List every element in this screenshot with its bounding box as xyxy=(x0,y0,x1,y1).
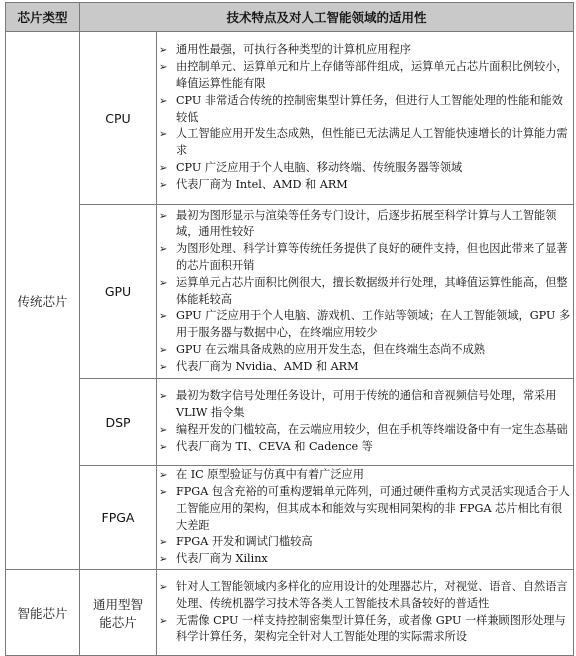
arrow-bullet-icon: ➢ xyxy=(159,45,168,57)
arrow-bullet-icon: ➢ xyxy=(159,179,168,191)
table-header-row xyxy=(6,3,574,32)
arrow-bullet-icon: ➢ xyxy=(159,244,168,256)
header-features: 技术特点及对人工智能领域的适用性 xyxy=(80,3,574,32)
feature-cell-dsp xyxy=(157,379,574,466)
arrow-bullet-icon: ➢ xyxy=(159,537,168,549)
list-item: ➢ 在 IC 原型验证与仿真中有着广泛应用 xyxy=(157,467,573,484)
list-item: ➢ 代表厂商为 Intel、AMD 和 ARM xyxy=(157,177,573,194)
list-item: ➢ 针对人工智能领域内多样化的应用设计的处理器芯片，对视觉、语音、自然语言处理、传统机器学习技术等各类人工智能技术具备较好的普适性 xyxy=(159,579,568,610)
list-item: ➢ GPU 在云端具备成熟的应用开发生态，但在终端生态尚不成熟 xyxy=(157,342,573,359)
list-item: ➢ 编程开发的门槛较高，在云端应用较少，但在手机等终端设备中有一定生态基础 xyxy=(157,422,573,439)
list-item: ➢ 无需像 CPU 一样支持控制密集型计算任务，或者像 GPU 一样兼顾图形处理与科学计算任务，架构完全针对人工智能处理的实际需求所设 xyxy=(159,613,566,644)
list-item: ➢ 代表厂商为 Xilinx xyxy=(157,551,573,568)
arrow-bullet-icon: ➢ xyxy=(159,62,168,74)
chip-type-fpga: FPGA xyxy=(80,466,157,570)
list-item: ➢ 代表厂商为 Nvidia、AMD 和 ARM xyxy=(157,359,573,376)
arrow-bullet-icon: ➢ xyxy=(159,441,168,453)
feature-cell-fpga xyxy=(157,466,574,570)
table-row xyxy=(6,570,574,656)
list-item: ➢ 最初为数字信号处理任务设计，可用于传统的通信和音视频信号处理，常采用 VLIW 指令集 xyxy=(159,389,557,420)
list-item: ➢ GPU 广泛应用于个人电脑、游戏机、工作站等领域；在人工智能领域，GPU 多用于服务器与数据中心，在终端应用较少 xyxy=(159,309,571,340)
chip-type-dsp: DSP xyxy=(80,379,157,466)
arrow-bullet-icon: ➢ xyxy=(159,425,168,436)
table-row xyxy=(6,466,574,570)
arrow-bullet-icon: ➢ xyxy=(159,311,168,323)
feature-cell-cpu xyxy=(157,32,574,205)
feature-cell-gpu xyxy=(157,205,574,379)
arrow-bullet-icon: ➢ xyxy=(159,615,168,627)
arrow-bullet-icon: ➢ xyxy=(159,581,168,593)
arrow-bullet-icon: ➢ xyxy=(159,95,168,107)
arrow-bullet-icon: ➢ xyxy=(159,486,168,498)
list-item: ➢ FPGA 开发和调试门槛较高 xyxy=(157,534,573,551)
header-chip-type: 芯片类型 xyxy=(6,3,80,32)
arrow-bullet-icon: ➢ xyxy=(159,391,168,403)
table-row xyxy=(6,32,574,205)
category-traditional-chips: 传统芯片 xyxy=(6,32,80,570)
list-item: ➢ 最初为图形显示与渲染等任务专门设计，后逐步拓展至科学计算与人工智能领域，通用性较好 xyxy=(159,208,557,239)
table-row xyxy=(6,379,574,466)
category-intelligent-chips: 智能芯片 xyxy=(6,570,80,656)
list-item: ➢ 为图形处理、科学计算等传统任务提供了良好的硬件支持，但也因此带来了显著的芯片面积开销 xyxy=(159,242,568,272)
list-item: ➢ FPGA 包含充裕的可重构逻辑单元阵列，可通过硬件重构方式灵活实现适合于人工智能应用的架构，但其成本和能效与实现相同架构的非 FPGA 芯片相比有很大差距 xyxy=(159,484,570,532)
arrow-bullet-icon: ➢ xyxy=(159,554,168,566)
list-item: ➢ CPU 广泛应用于个人电脑、移动终端、传统服务器等领域 xyxy=(157,160,573,177)
arrow-bullet-icon: ➢ xyxy=(159,470,168,482)
arrow-bullet-icon: ➢ xyxy=(159,344,168,356)
chip-type-general-ai: 通用型智能芯片 xyxy=(80,570,157,656)
table-row xyxy=(6,205,574,379)
list-item: ➢ CPU 非常适合传统的控制密集型计算任务，但进行人工智能处理的性能和能效较低 xyxy=(159,93,563,124)
arrow-bullet-icon: ➢ xyxy=(159,210,168,222)
list-item: ➢ 通用性最强，可执行各种类型的计算机应用程序 xyxy=(157,42,573,59)
chip-type-cpu: CPU xyxy=(80,32,157,205)
arrow-bullet-icon: ➢ xyxy=(159,162,168,174)
feature-cell-general-ai xyxy=(157,570,574,656)
arrow-bullet-icon: ➢ xyxy=(159,361,168,373)
chip-type-gpu: GPU xyxy=(80,205,157,379)
list-item: ➢ 由控制单元、运算单元和片上存储等部件组成，运算单元占芯片面积比例较小，峰值运算性能有限 xyxy=(159,60,568,90)
list-item: ➢ 人工智能应用开发生态成熟，但性能已无法满足人工智能快速增长的计算能力需求 xyxy=(159,127,568,158)
arrow-bullet-icon: ➢ xyxy=(159,277,168,289)
arrow-bullet-icon: ➢ xyxy=(159,129,168,141)
list-item: ➢ 代表厂商为 TI、CEVA 和 Cadence 等 xyxy=(157,439,573,456)
list-item: ➢ 运算单元占芯片面积比例很大，擅长数据级并行处理，其峰值运算性能高，但整体能耗较高 xyxy=(159,275,568,306)
chip-comparison-table xyxy=(5,2,574,656)
